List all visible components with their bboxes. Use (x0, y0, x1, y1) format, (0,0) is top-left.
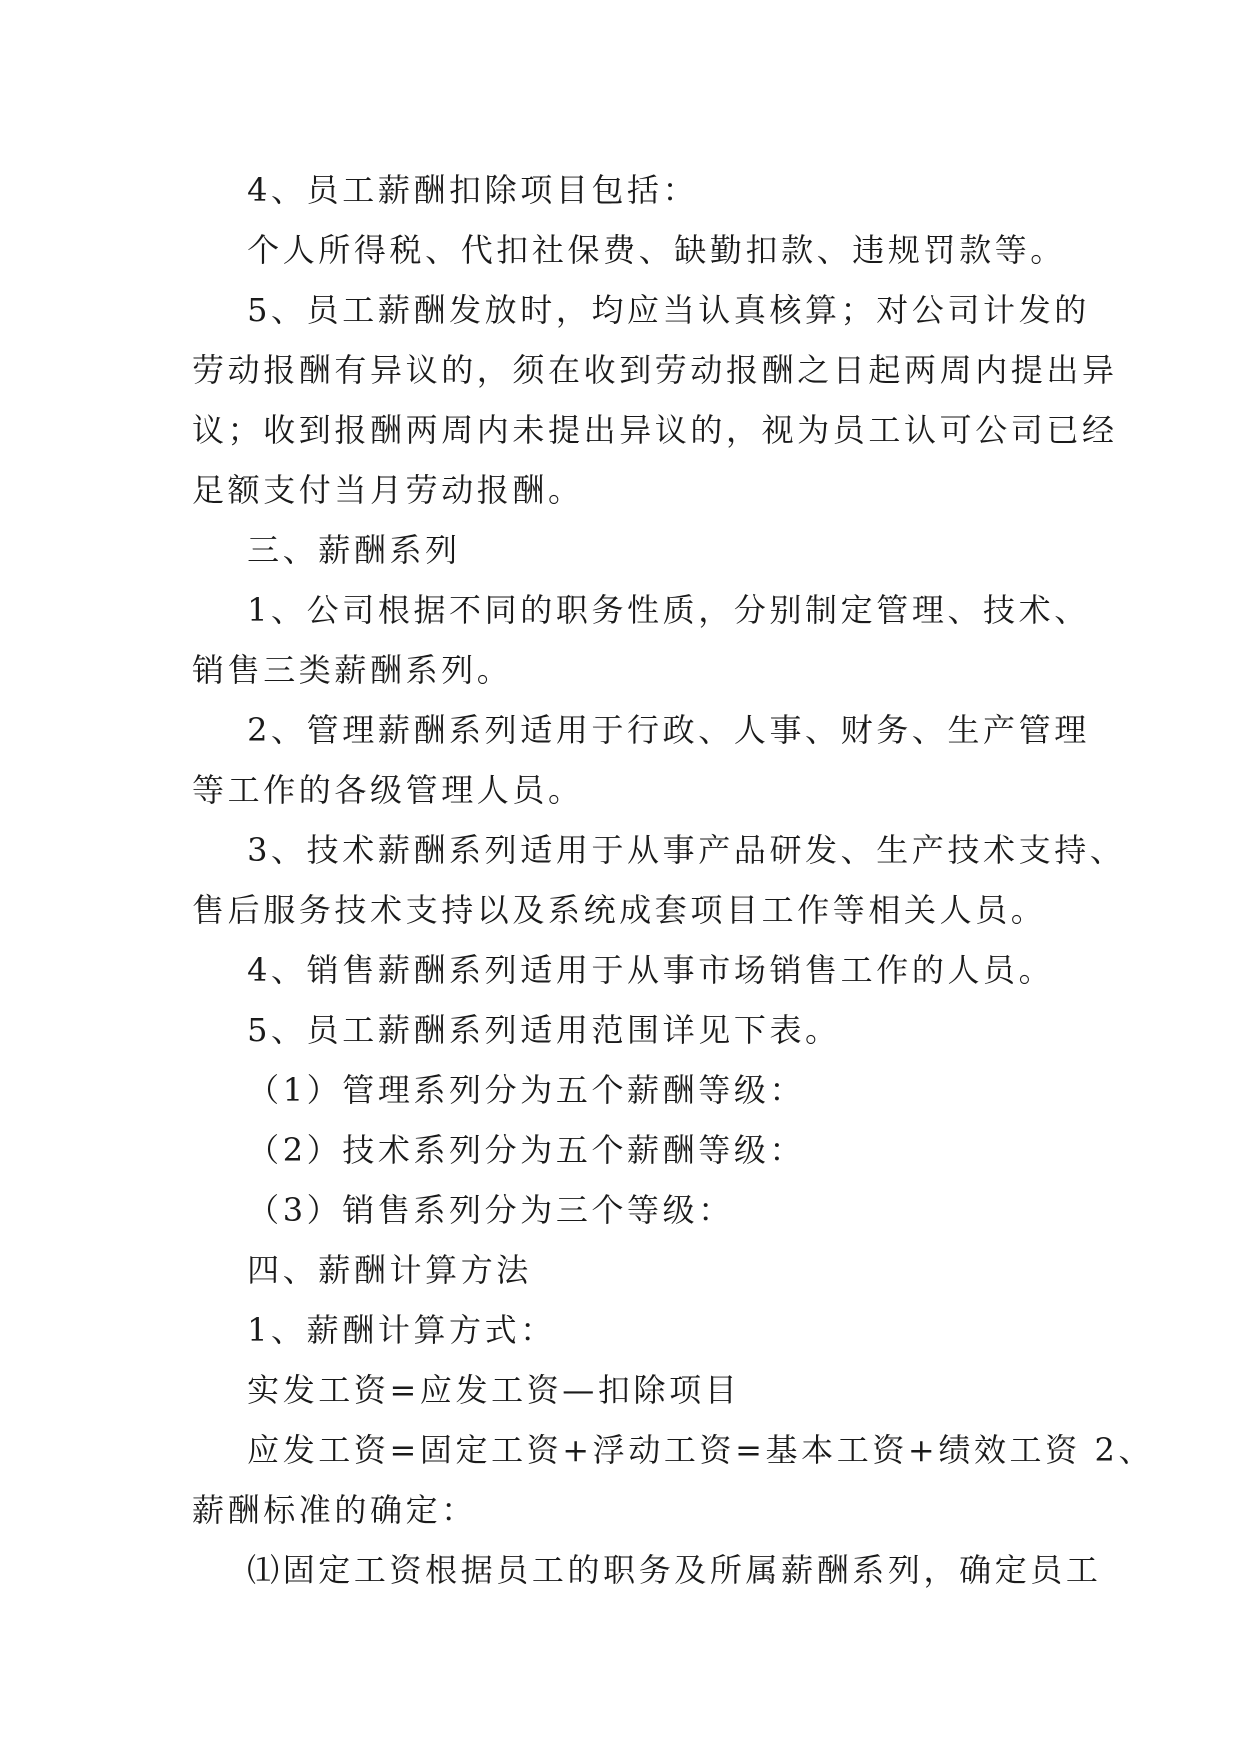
text-line: 5、员工薪酬发放时，均应当认真核算；对公司计发的 (192, 291, 1090, 329)
section-heading: 四、薪酬计算方法 (192, 1251, 532, 1289)
text-line: 3、技术薪酬系列适用于从事产品研发、生产技术支持、 (192, 831, 1126, 869)
text-line: 2、管理薪酬系列适用于行政、人事、财务、生产管理 (192, 711, 1090, 749)
text-line: （3）销售系列分为三个等级： (192, 1191, 734, 1229)
text-line: 议；收到报酬两周内未提出异议的，视为员工认可公司已经 (192, 411, 1118, 449)
text-line: 售后服务技术支持以及系统成套项目工作等相关人员。 (192, 891, 1047, 929)
text-line: 4、销售薪酬系列适用于从事市场销售工作的人员。 (192, 951, 1055, 989)
text-line: 薪酬标准的确定： (192, 1491, 477, 1529)
section-heading: 三、薪酬系列 (192, 531, 461, 569)
text-line: （2）技术系列分为五个薪酬等级： (192, 1131, 806, 1169)
text-line: 等工作的各级管理人员。 (192, 771, 584, 809)
formula-line: 应发工资=固定工资+浮动工资=基本工资+绩效工资 2、 (192, 1431, 1155, 1469)
text-line: 4、员工薪酬扣除项目包括： (192, 171, 699, 209)
formula-line: 实发工资=应发工资—扣除项目 (192, 1371, 741, 1409)
text-line: 劳动报酬有异议的，须在收到劳动报酬之日起两周内提出异 (192, 351, 1118, 389)
text-line: （1）管理系列分为五个薪酬等级： (192, 1071, 806, 1109)
text-line: ⑴固定工资根据员工的职务及所属薪酬系列，确定员工 (192, 1551, 1102, 1589)
text-line: 足额支付当月劳动报酬。 (192, 471, 584, 509)
text-line: 5、员工薪酬系列适用范围详见下表。 (192, 1011, 841, 1049)
text-line: 个人所得税、代扣社保费、缺勤扣款、违规罚款等。 (192, 231, 1066, 269)
text-line: 销售三类薪酬系列。 (192, 651, 513, 689)
document-body (192, 160, 1155, 1600)
text-line: 1、公司根据不同的职务性质，分别制定管理、技术、 (192, 591, 1090, 629)
text-line: 1、薪酬计算方式： (192, 1311, 556, 1349)
